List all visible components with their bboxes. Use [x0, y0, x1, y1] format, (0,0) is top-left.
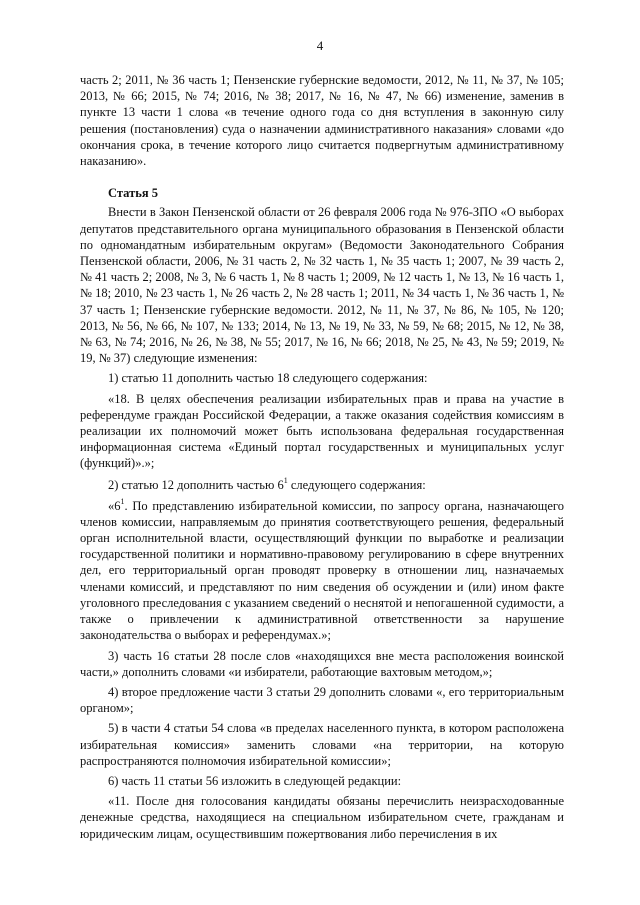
- superscript: 1: [283, 475, 288, 485]
- part-text: . По представлению избирательной комиссии, по запросу органа, назначающего членов комиссии, направляемым до принятия соответствующего решения, федеральный орган исполнительной власти, осуществляющий функции по выработке и реализации государственной политики и нормативно-правовому регулированию в сфере внутренних дел, его территориальный орган проводят проверку в отношении лиц, назначаемых членами комиссий, и представляют по ним сведения об осуждении и (или) ином факте уголовного преследования с указанием сведений о неснятой и непогашенной судимости, а также о привлечении к административной ответственности за нарушение законодательства о выборах и референдумах.»;: [80, 498, 564, 643]
- article-intro-paragraph: Внести в Закон Пензенской области от 26 февраля 2006 года № 976-ЗПО «О выборах депутатов представительного органа муниципального образования в Пензенской области по одномандатным избирательным округам» (Ведомости Законодательного Собрания Пензенской области, 2006, № 31 часть 2, № 32 часть 1, № 35 часть 1; 2007, № 39 часть 2, № 41 часть 2; 2008, № 3, № 6 часть 1, № 8 часть 1; 2009, № 12 часть 1, № 13, № 16 часть 1, № 18; 2010, № 23 часть 1, № 26 часть 2, № 28 часть 1; 2011, № 34 часть 1, № 36 часть 1, № 37 часть 1; Пензенские губернские ведомости. 2012, № 11, № 37, № 86, № 105, № 120; 2013, № 56, № 66, № 107, № 133; 2014, № 13, № 19, № 33, № 59, № 68; 2015, № 12, № 38, № 63, № 74; 2016, № 26, № 38, № 55; 2017, № 16, № 66; 2018, № 25, № 43, № 59; 2019, № 19, № 37) следующие изменения:: [80, 205, 564, 366]
- document-body: [80, 72, 564, 842]
- amendment-text-part-18: «18. В целях обеспечения реализации избирательных прав и права на участие в референдуме граждан Российской Федерации, а также оказания содействия комиссиям в реализации их полномочий может быть использована федеральная государственная информационная система «Единый портал государственных и муниципальных услуг (функций)».»;: [80, 391, 564, 471]
- amendment-item-3: 3) часть 16 статьи 28 после слов «находящихся вне места расположения воинской части,» дополнить словами «и избиратели, работающие вахтовым методом,»;: [80, 648, 564, 679]
- amendment-text-part-6-1: [80, 498, 564, 644]
- page-number: 4: [316, 38, 324, 53]
- amendment-item-6: 6) часть 11 статьи 56 изложить в следующей редакции:: [108, 773, 402, 788]
- part-number: «6: [108, 498, 121, 513]
- amendment-text-part-11: «11. После дня голосования кандидаты обязаны перечислить неизрасходованные денежные средства, находящиеся на специальном избирательном счете, гражданам и юридическим лицам, осуществившим пожертвования либо перечисления в их: [80, 794, 564, 841]
- amendment-item-4: 4) второе предложение части 3 статьи 29 дополнить словами «, его территориальным органом»;: [80, 684, 564, 716]
- amendment-item-2-text: 2) статью 12 дополнить частью 6: [108, 477, 284, 492]
- superscript: 1: [120, 496, 125, 506]
- amendment-item-1: 1) статью 11 дополнить частью 18 следующего содержания:: [108, 371, 428, 386]
- article-heading: Статья 5: [108, 186, 158, 201]
- amendment-item-2: [80, 476, 564, 494]
- amendment-item-5: 5) в части 4 статьи 54 слова «в пределах населенного пункта, в котором расположена избирательная комиссия» заменить словами «на территории, на которую распространяются полномочия избирательной комиссии»;: [80, 721, 564, 768]
- paragraph-continuation: часть 2; 2011, № 36 часть 1; Пензенские губернские ведомости, 2012, № 11, № 37, № 105; 2013, № 66; 2015, № 74; 2016, № 38; 2017, № 16, № 47, № 66) изменение, заменив в пункте 13 части 1 слова «в течение одного года со дня вступления в законную силу решения (постановления) суда о назначении административного наказания» словами «до окончания срока, в течение которого лицо считается подвергнутым административному наказанию».: [80, 73, 564, 169]
- amendment-item-2-text-end: следующего содержания:: [287, 477, 426, 492]
